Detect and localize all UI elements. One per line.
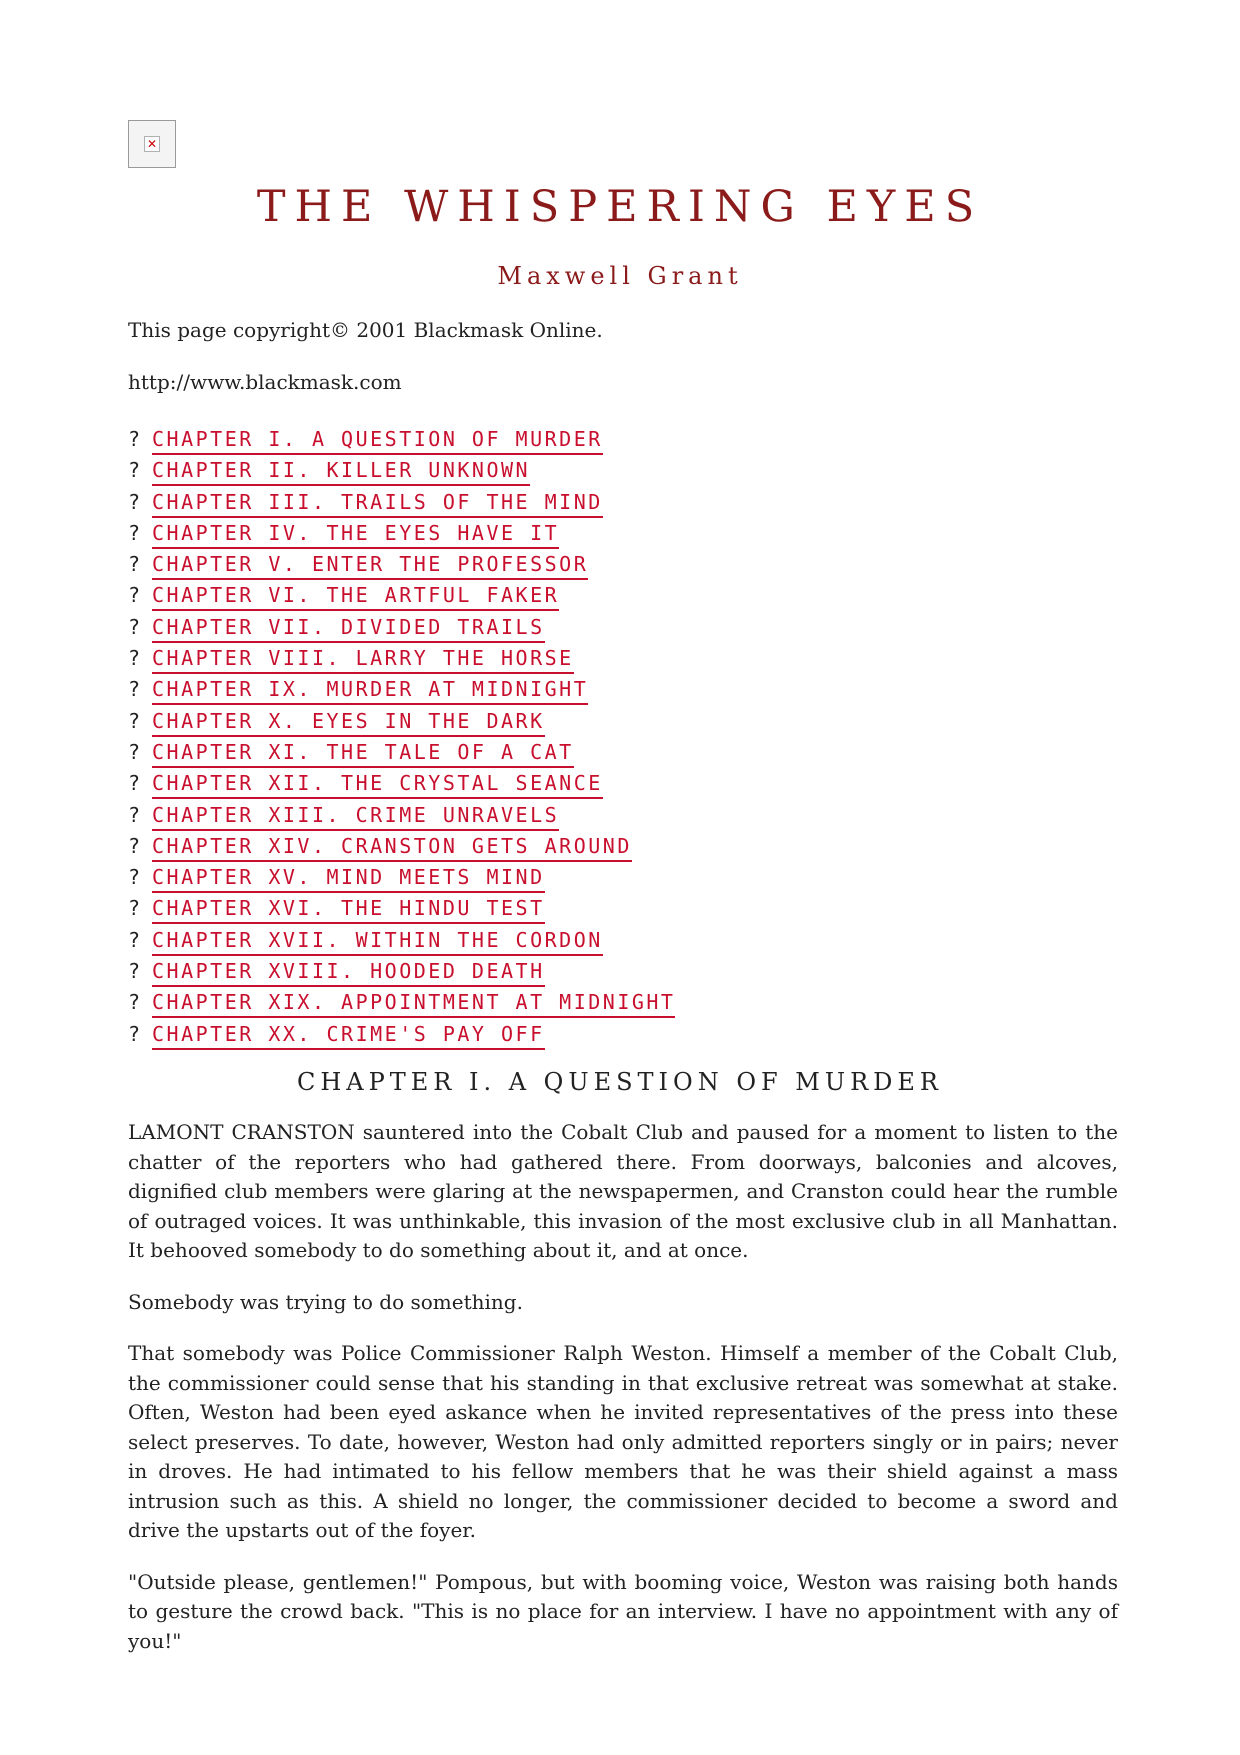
toc-item	[128, 957, 675, 988]
toc-item	[128, 988, 675, 1019]
toc-item	[128, 425, 675, 456]
toc-item	[128, 801, 675, 832]
toc-bullet: ?	[128, 959, 141, 984]
toc-chapter-link[interactable]: CHAPTER VII. DIVIDED TRAILS	[152, 615, 545, 643]
toc-bullet: ?	[128, 927, 141, 952]
toc-chapter-link[interactable]: CHAPTER IV. THE EYES HAVE IT	[152, 521, 559, 549]
paragraph: That somebody was Police Commissioner Ralph Weston. Himself a member of the Cobalt Club, the commissioner could sense that his standing in that exclusive retreat was somewhat at stake. Often, Weston had been eyed askance when he invited representatives of the press into these select preserves. To date, however, Weston had only admitted reporters singly or in pairs; never in droves. He had intimated to his fellow members that he was their shield against a mass intrusion such as this. A shield no longer, the commissioner decided to become a sword and drive the upstarts out of the foyer.	[128, 1341, 1118, 1542]
toc-bullet: ?	[128, 865, 141, 890]
toc-bullet: ?	[128, 458, 141, 483]
toc-bullet: ?	[128, 583, 141, 608]
book-title: THE WHISPERING EYES	[256, 182, 984, 232]
copyright-notice: This page copyright© 2001 Blackmask Online.	[128, 318, 603, 342]
paragraph: LAMONT CRANSTON sauntered into the Cobalt Club and paused for a moment to listen to the chatter of the reporters who had gathered there. From doorways, balconies and alcoves, dignified club members were glaring at the newspapermen, and Cranston could hear the rumble of outraged voices. It was unthinkable, this invasion of the most exclusive club in all Manhattan. It behooved somebody to do something about it, and at once.	[128, 1120, 1118, 1262]
toc-chapter-link[interactable]: CHAPTER V. ENTER THE PROFESSOR	[152, 552, 588, 580]
toc-item	[128, 675, 675, 706]
toc-bullet: ?	[128, 896, 141, 921]
toc-chapter-link[interactable]: CHAPTER XIX. APPOINTMENT AT MIDNIGHT	[152, 990, 675, 1018]
toc-bullet: ?	[128, 739, 141, 764]
toc-item	[128, 707, 675, 738]
toc-item	[128, 894, 675, 925]
toc-chapter-link[interactable]: CHAPTER XV. MIND MEETS MIND	[152, 865, 545, 893]
toc-item	[128, 1020, 675, 1051]
toc-chapter-link[interactable]: CHAPTER II. KILLER UNKNOWN	[152, 458, 530, 486]
toc-chapter-link[interactable]: CHAPTER IX. MURDER AT MIDNIGHT	[152, 677, 588, 705]
paragraph: Somebody was trying to do something.	[128, 1289, 523, 1314]
toc-bullet: ?	[128, 614, 141, 639]
toc-chapter-link[interactable]: CHAPTER XVIII. HOODED DEATH	[152, 959, 545, 987]
broken-image-icon: ✕	[144, 136, 160, 152]
toc-chapter-link[interactable]: CHAPTER XVII. WITHIN THE CORDON	[152, 928, 603, 956]
toc-item	[128, 738, 675, 769]
toc-bullet: ?	[128, 771, 141, 796]
toc-bullet: ?	[128, 646, 141, 671]
toc-chapter-link[interactable]: CHAPTER XIV. CRANSTON GETS AROUND	[152, 834, 632, 862]
toc-bullet: ?	[128, 833, 141, 858]
site-url: http://www.blackmask.com	[128, 370, 402, 394]
toc-bullet: ?	[128, 520, 141, 545]
toc-bullet: ?	[128, 1021, 141, 1046]
toc-item	[128, 613, 675, 644]
toc-chapter-link[interactable]: CHAPTER VIII. LARRY THE HORSE	[152, 646, 574, 674]
table-of-contents	[128, 425, 675, 1051]
toc-item	[128, 832, 675, 863]
toc-item	[128, 644, 675, 675]
broken-image-placeholder	[128, 120, 176, 168]
toc-chapter-link[interactable]: CHAPTER XVI. THE HINDU TEST	[152, 896, 545, 924]
toc-item	[128, 488, 675, 519]
toc-bullet: ?	[128, 552, 141, 577]
toc-item	[128, 519, 675, 550]
toc-chapter-link[interactable]: CHAPTER VI. THE ARTFUL FAKER	[152, 583, 559, 611]
author-name: Maxwell Grant	[497, 262, 743, 290]
toc-bullet: ?	[128, 708, 141, 733]
toc-chapter-link[interactable]: CHAPTER XI. THE TALE OF A CAT	[152, 740, 574, 768]
toc-item	[128, 769, 675, 800]
toc-item	[128, 926, 675, 957]
toc-chapter-link[interactable]: CHAPTER XIII. CRIME UNRAVELS	[152, 803, 559, 831]
toc-chapter-link[interactable]: CHAPTER X. EYES IN THE DARK	[152, 709, 545, 737]
toc-chapter-link[interactable]: CHAPTER III. TRAILS OF THE MIND	[152, 490, 603, 518]
chapter-heading: CHAPTER I. A QUESTION OF MURDER	[296, 1068, 943, 1096]
toc-chapter-link[interactable]: CHAPTER XX. CRIME'S PAY OFF	[152, 1022, 545, 1050]
toc-bullet: ?	[128, 990, 141, 1015]
toc-bullet: ?	[128, 489, 141, 514]
toc-chapter-link[interactable]: CHAPTER XII. THE CRYSTAL SEANCE	[152, 771, 603, 799]
toc-chapter-link[interactable]: CHAPTER I. A QUESTION OF MURDER	[152, 427, 603, 455]
toc-bullet: ?	[128, 677, 141, 702]
toc-item	[128, 550, 675, 581]
paragraph: "Outside please, gentlemen!" Pompous, but with booming voice, Weston was raising both hands to gesture the crowd back. "This is no place for an interview. I have no appointment with any of you!"	[128, 1569, 1118, 1653]
toc-bullet: ?	[128, 802, 141, 827]
toc-item	[128, 456, 675, 487]
toc-bullet: ?	[128, 427, 141, 451]
toc-item	[128, 581, 675, 612]
chapter-body	[128, 1118, 1118, 1678]
toc-item	[128, 863, 675, 894]
